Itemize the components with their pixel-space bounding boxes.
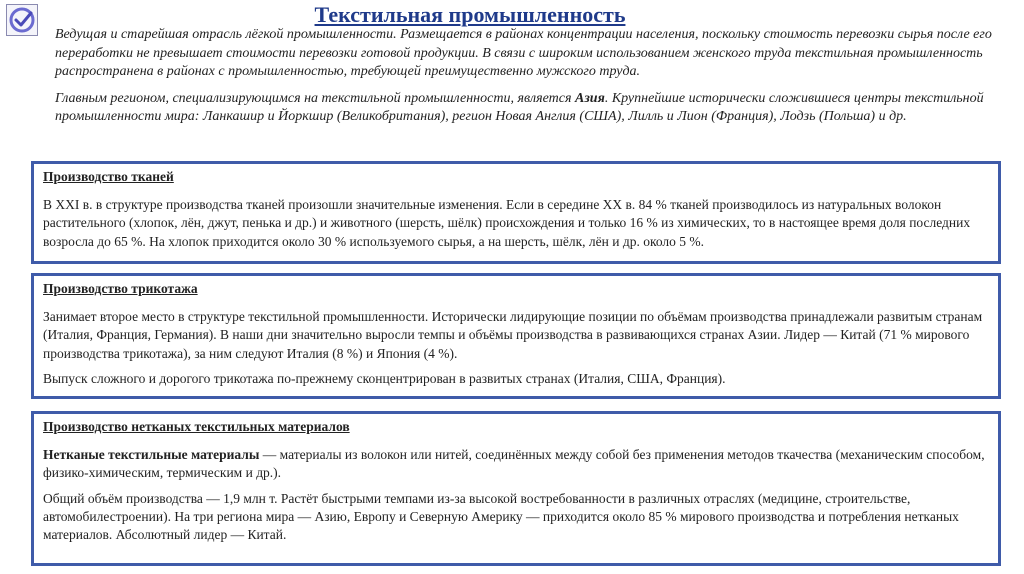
intro-paragraph-1: Ведущая и старейшая отрасль лёгкой промышленности. Размещается в районах концентрации населения, поскольку стоимость перевозки сырья после его переработки не превышает стоимости перевозки готовой продукции. В связи с широким использованием женского труда текстильная промышленность распространена в районах с промышленностью, требующей преимущественно мужского труда. [55,27,992,79]
intro-paragraph-2-end: . Крупнейшие исторически сложившиеся центры текстильной промышленности мира: Ланкашир и Йоркшир (Великобритания), регион Новая Англия (США), Лилль и Лион (Франция), Лодзь (Польша) и др. [55,90,984,124]
section-heading: Производство трикотажа [43,281,198,296]
intro-paragraph-2 [55,90,1005,127]
page-title: Текстильная промышленность [314,2,626,27]
section-paragraph [43,446,989,482]
section-fabrics [31,161,1001,264]
section-heading: Производство нетканых текстильных материалов [43,419,350,434]
intro-paragraph-2-start: Главным регионом, специализирующимся на текстильной промышленности, является [55,90,575,106]
section-paragraph: Выпуск сложного и дорогого трикотажа по-прежнему сконцентрирован в развитых странах (Италия, США, Франция). [43,370,726,386]
section-paragraph: В XXI в. в структуре производства тканей произошли значительные изменения. Если в середине XX в. 84 % тканей производилось из натуральных волокон растительного (хлопок, лён, джут, пенька и др.) и животного (шерсть, шёлк) происхождения и только 16 % из химических, то в настоящее время доля последних возросла до 65 %. На хлопок приходится около 30 % используемого сырья, а на шерсть, шёлк, лён и др. около 5 %. [43,197,971,249]
section-knitwear [31,273,1001,399]
definition-text: — материалы из волокон или нитей, соединённых между собой без применения методов ткачества (механическим способом, физико-химическим, термическим и др.). [43,447,985,481]
term-definition: Нетканые текстильные материалы [43,447,260,463]
section-nonwovens [31,411,1001,566]
section-paragraph: Занимает второе место в структуре текстильной промышленности. Исторически лидирующие позиции по объёмам производства принадлежали развитым странам (Италия, Франция, Германия). В наши дни значительно выросли темпы и объёмы производства в развивающихся странах Азии. Лидер — Китай (71 % мирового производства трикотажа), за ним следуют Италия (8 %) и Япония (4 %). [43,309,983,361]
intro-text [55,26,1005,135]
section-paragraph: Общий объём производства — 1,9 млн т. Растёт быстрыми темпами из-за высокой востребованности в различных отраслях (медицине, строительстве, автомобилестроении). На три региона мира — Азию, Европу и Северную Америку — приходится около 85 % мирового производства и потребления нетканых материалов. Абсолютный лидер — Китай. [43,490,959,543]
section-heading: Производство тканей [43,169,174,184]
intro-region-highlight: Азия [575,90,605,106]
